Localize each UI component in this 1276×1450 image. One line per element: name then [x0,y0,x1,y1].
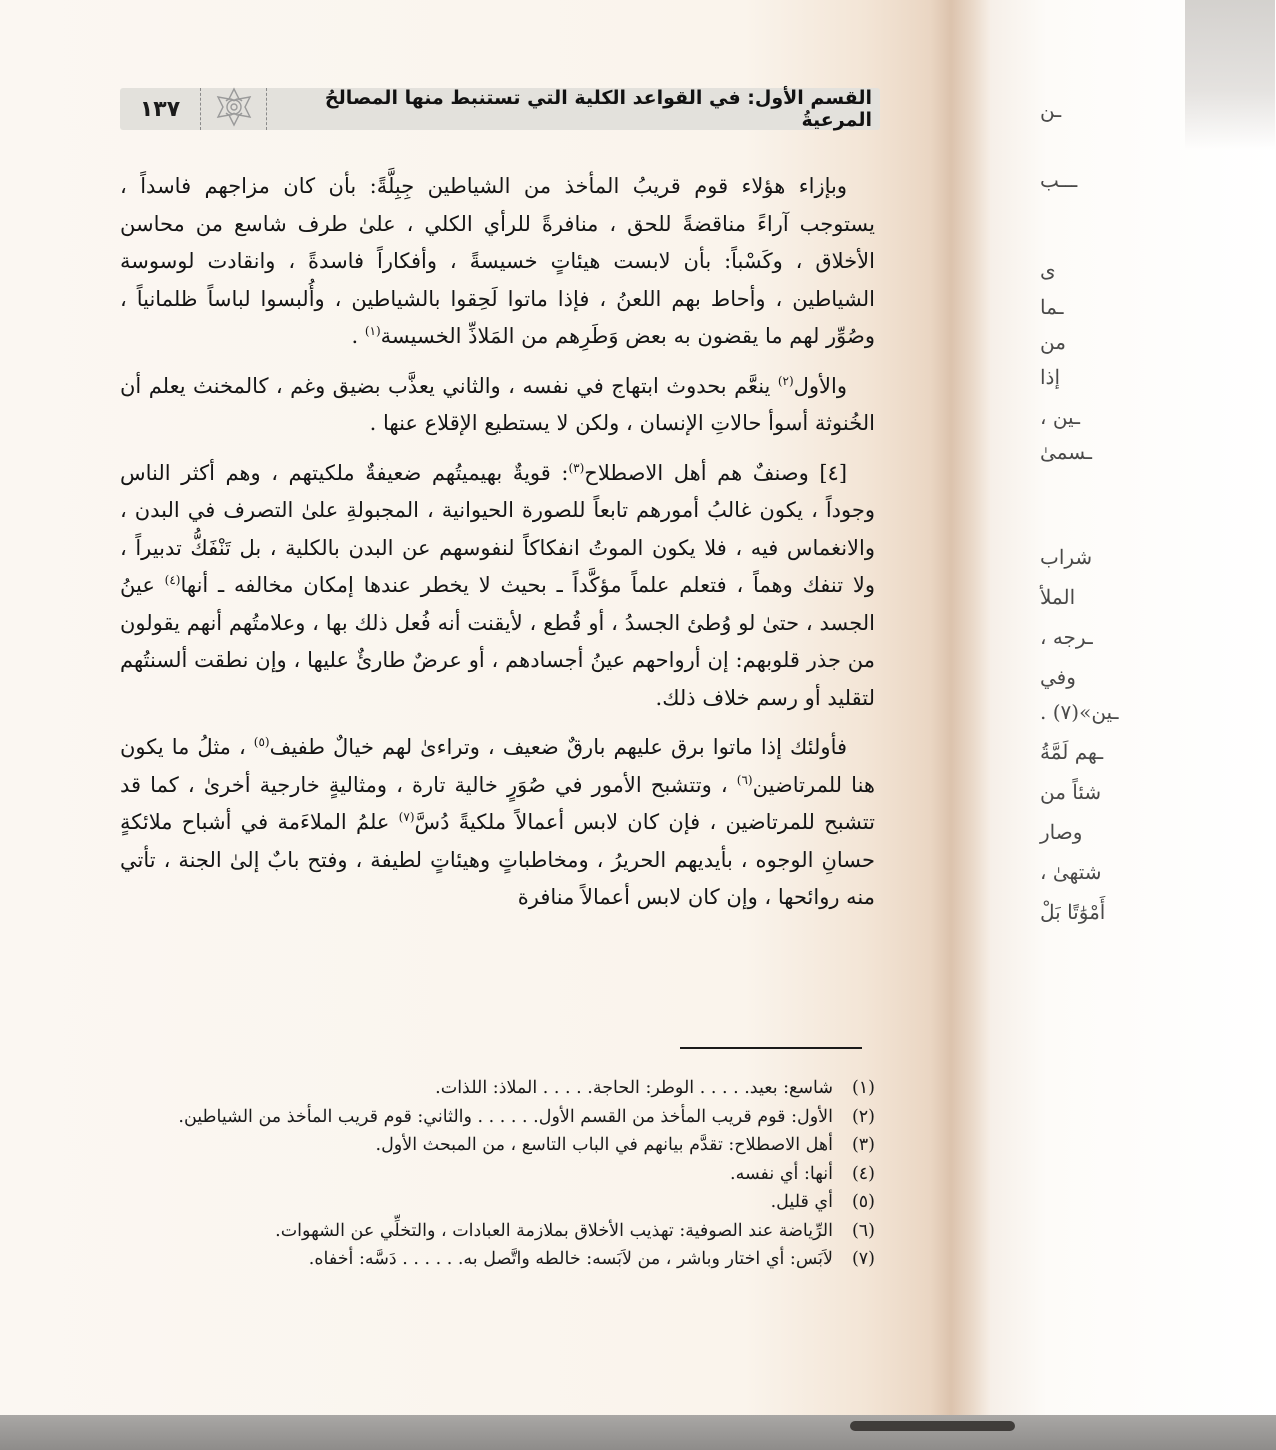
running-header [120,88,880,130]
facing-page-fragment: شتهىٰ ، [1040,860,1102,884]
scan-shadow [1185,0,1275,150]
page-number: ١٣٧ [139,96,181,122]
facing-page-fragment: ـن [1040,98,1062,122]
facing-page-fragment: إذا [1040,365,1061,389]
facing-page-fragment: ـــب [1040,168,1078,192]
footnote-ref[interactable]: (٤) [164,573,181,587]
facing-page-fragment: شراب [1040,545,1093,569]
footnote-item [120,1160,875,1189]
facing-page-fragment: وفي [1040,665,1076,689]
ornament-frame [200,88,267,130]
facing-page-fragment: أَمْوَٰتًا بَلْ [1040,900,1106,924]
paragraph: والأول$^{(٢)}$ ينعَّم بحدوث ابتهاج في نفسه ، والثاني يعذَّب بضيق وغم ، كالمخنث يعلم أن الخُنوثة أسوأ حالاتِ الإنسان ، ولكن لا يستطيع الإقلاع عنها . [120,373,875,435]
paragraph: [٤] وصنفٌ هم أهل الاصطلاح$^{(٣)}$: قويةٌ بهيميتُهم ضعيفةٌ ملكيتهم ، وهم أكثر الناس وجوداً ، يكون غالبُ أمورهم تابعاً للصورة الحيوانية ، المجبولةِ علىٰ التصرف في البدن ، والانغماس فيه ، فلا يكون الموتُ انفكاكاً لنفوسهم عن البدن بالكلية ، بل تَنْفَكُّ تدبيراً ، ولا تنفك وهماً ، فتعلم علماً مؤكَّداً ـ بحيث لا يخطر عندها إمكان مخالفه ـ أنها$^{(٤)}$ عينُ الجسد ، حتىٰ لو وُطئ الجسدُ ، أو قُطع ، لأيقنت أنه فُعل ذلك بها ، وعلامتُهم أنهم يقولون من جذر قلوبهم: إن أرواحهم عينُ أجسادهم ، أو عرضٌ طارئٌ عليها ، وإن نطقت ألسنتُهم لتقليد أو رسم خلاف ذلك. [120,460,875,710]
footnote-ref[interactable]: (٣) [568,460,585,475]
footnote-ref[interactable]: (١) [364,324,381,338]
footnote-number: (٣) [851,1135,875,1155]
footnote-item [120,1074,875,1103]
chapter-title: القسم الأول: في القواعد الكلية التي تستنبط منها المصالحُ المرعيةُ [324,87,872,131]
footnote-ref[interactable]: (٥) [253,735,270,749]
facing-page-fragment: ـسمىٰ [1040,440,1092,464]
footnote-item [120,1217,875,1246]
footnote-divider [680,1047,862,1049]
facing-page-fragment: من [1040,330,1066,354]
footnote-text: الأول: قوم قريب المأخذ من القسم الأول. . . . . . والثاني: قوم قريب المأخذ من الشياطين. [178,1106,833,1127]
footnote-item [120,1131,875,1160]
facing-page-fragment: ى [1040,258,1056,282]
facing-page-fragment: ـما [1040,295,1064,319]
footnote-number: (٦) [851,1220,875,1241]
footnote-item [120,1188,875,1217]
facing-page-fragment: ـهم لَمَّةُ [1040,740,1104,764]
footnote-number: (٧) [851,1249,875,1269]
footnote-text: الرِّياضة عند الصوفية: تهذيب الأخلاق بملازمة العبادات ، والتخلِّي عن الشهوات. [275,1220,833,1241]
main-text [120,168,875,929]
footnote-number: (١) [851,1078,875,1098]
facing-page-fragment: الملأ [1040,585,1076,609]
scanner-edge-shadow [850,1421,1015,1431]
footnote-ref[interactable]: (٧) [398,810,415,824]
footnote-item [120,1103,875,1132]
footnote-number: (٤) [851,1163,875,1184]
facing-page-fragment: ـرجه ، [1040,625,1093,649]
ornament-icon [212,87,256,131]
footnote-text: أنها: أي نفسه. [730,1163,833,1184]
footnote-text: لاَبَس: أي اختار وباشر ، من لاَبَسه: خالطه واتَّصل به. . . . . . دَسَّه: أخفاه. [308,1249,833,1269]
footnote-text: أهل الاصطلاح: تقدَّم بيانهم في الباب التاسع ، من المبحث الأول. [375,1135,833,1155]
facing-page-fragment: شئاً من [1040,780,1102,804]
facing-page-fragment: ـين ، [1040,405,1080,429]
footnote-number: (٥) [851,1192,875,1212]
facing-page-fragment: وصار [1040,820,1083,844]
footnote-number: (٢) [851,1106,875,1127]
paragraph: فأولئك إذا ماتوا برق عليهم بارقٌ ضعيف ، وتراءىٰ لهم خيالٌ طفيف$^{(٥)}$ ، مثلُ ما يكون هنا للمرتاضين$^{(٦)}$ ، وتتشبح الأمور في صُوَرٍ خالية تارة ، ومثاليةٍ خارجية أخرىٰ ، كما قد تتشبح للمرتاضين ، فإن كان لابس أعمالاً ملكيةً دُسَّ$^{(٧)}$ علمُ الملاءَمة في أشباح ملائكةٍ حسانِ الوجوه ، بأيديهم الحريرُ ، ومخاطباتٍ وهيئاتٍ لطيفة ، وفتح بابٌ إلىٰ الجنة ، تأتي منه روائحها ، وإن كان لابس أعمالاً منافرة [120,735,875,909]
facing-page-fragment: ـين»(٧) . [1040,700,1119,724]
footnote-item [120,1245,875,1274]
footnote-text: أي قليل. [770,1192,833,1212]
footnote-text: شاسع: بعيد. . . . . الوطر: الحاجة. . . . . الملاذ: اللذات. [435,1078,833,1098]
footnotes [120,1074,875,1274]
paragraph: وبإزاء هؤلاء قوم قريبُ المأخذ من الشياطين جِبِلَّةً: بأن كان مزاجهم فاسداً ، يستوجب آراءً مناقضةً للحق ، منافرةً للرأي الكلي ، علىٰ طرف شاسع من محاسن الأخلاق ، وكَسْباً: بأن لابست هيئاتٍ خسيسةً ، وأفكاراً فاسدةً ، وانقادت لوسوسة الشياطين ، وأحاط بهم اللعنُ ، فإذا ماتوا لَحِقوا بالشياطين ، وأُلبسوا لباساً ظلمانياً ، وصُوِّر لهم ما يقضون به بعض وَطَرِهم من المَلاذِّ الخسيسة$^{(١)}$ . [120,174,875,348]
facing-page [990,0,1276,1415]
book-gutter [930,0,990,1415]
scanner-edge [0,1415,1276,1450]
footnote-ref[interactable]: (٢) [777,373,794,388]
footnote-ref[interactable]: (٦) [736,772,753,787]
